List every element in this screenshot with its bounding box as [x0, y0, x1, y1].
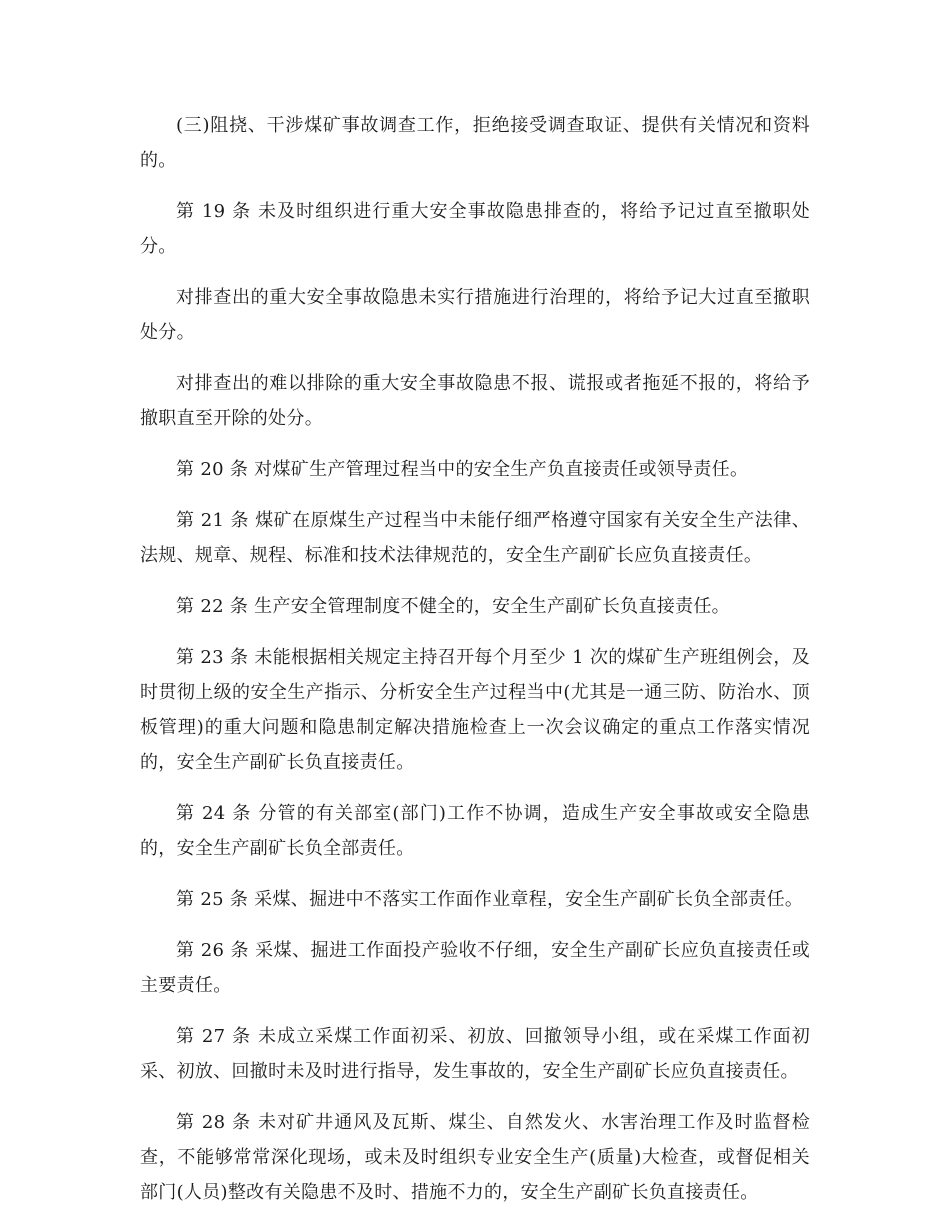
article-22-paragraph: 第 22 条 生产安全管理制度不健全的，安全生产副矿长负直接责任。 — [176, 596, 730, 617]
paragraph-item-3: (三)阻挠、干涉煤矿事故调查工作，拒绝接受调查取证、提供有关情况和资料的。 — [140, 115, 810, 171]
article-24-paragraph: 第 24 条 分管的有关部室(部门)工作不协调，造成生产安全事故或安全隐患的，安全生产副矿长负全部责任。 — [140, 803, 810, 859]
article-25-paragraph: 第 25 条 采煤、掘进中不落实工作面作业章程，安全生产副矿长负全部责任。 — [176, 889, 804, 910]
document-page — [140, 108, 810, 1226]
article-21-paragraph: 第 21 条 煤矿在原煤生产过程当中未能仔细严格遵守国家有关安全生产法律、法规、规章、规程、标准和技术法律规范的，安全生产副矿长应负直接责任。 — [140, 510, 810, 566]
article-19-paragraph: 第 19 条 未及时组织进行重大安全事故隐患排查的，将给予记过直至撤职处分。 — [140, 201, 810, 257]
article-28-paragraph: 第 28 条 未对矿井通风及瓦斯、煤尘、自然发火、水害治理工作及时监督检查，不能够常常深化现场，或未及时组织专业安全生产(质量)大检查，或督促相关部门(人员)整改有关隐患不及时、措施不力的，安全生产副矿长负直接责任。 — [140, 1112, 810, 1203]
article-19-clause-3: 对排查出的难以排除的重大安全事故隐患不报、谎报或者拖延不报的，将给予撤职直至开除的处分。 — [140, 373, 810, 429]
article-27-paragraph: 第 27 条 未成立采煤工作面初采、初放、回撤领导小组，或在采煤工作面初采、初放、回撤时未及时进行指导，发生事故的，安全生产副矿长应负直接责任。 — [140, 1026, 810, 1082]
article-20-paragraph: 第 20 条 对煤矿生产管理过程当中的安全生产负直接责任或领导责任。 — [176, 459, 749, 480]
article-26-paragraph: 第 26 条 采煤、掘进工作面投产验收不仔细，安全生产副矿长应负直接责任或主要责任。 — [140, 940, 810, 996]
article-23-paragraph: 第 23 条 未能根据相关规定主持召开每个月至少 1 次的煤矿生产班组例会，及时贯彻上级的安全生产指示、分析安全生产过程当中(尤其是一通三防、防治水、顶板管理)的重大问题和隐患制定解决措施检查上一次会议确定的重点工作落实情况的，安全生产副矿长负直接责任。 — [140, 647, 810, 773]
article-19-clause-2: 对排查出的重大安全事故隐患未实行措施进行治理的，将给予记大过直至撤职处分。 — [140, 287, 810, 343]
